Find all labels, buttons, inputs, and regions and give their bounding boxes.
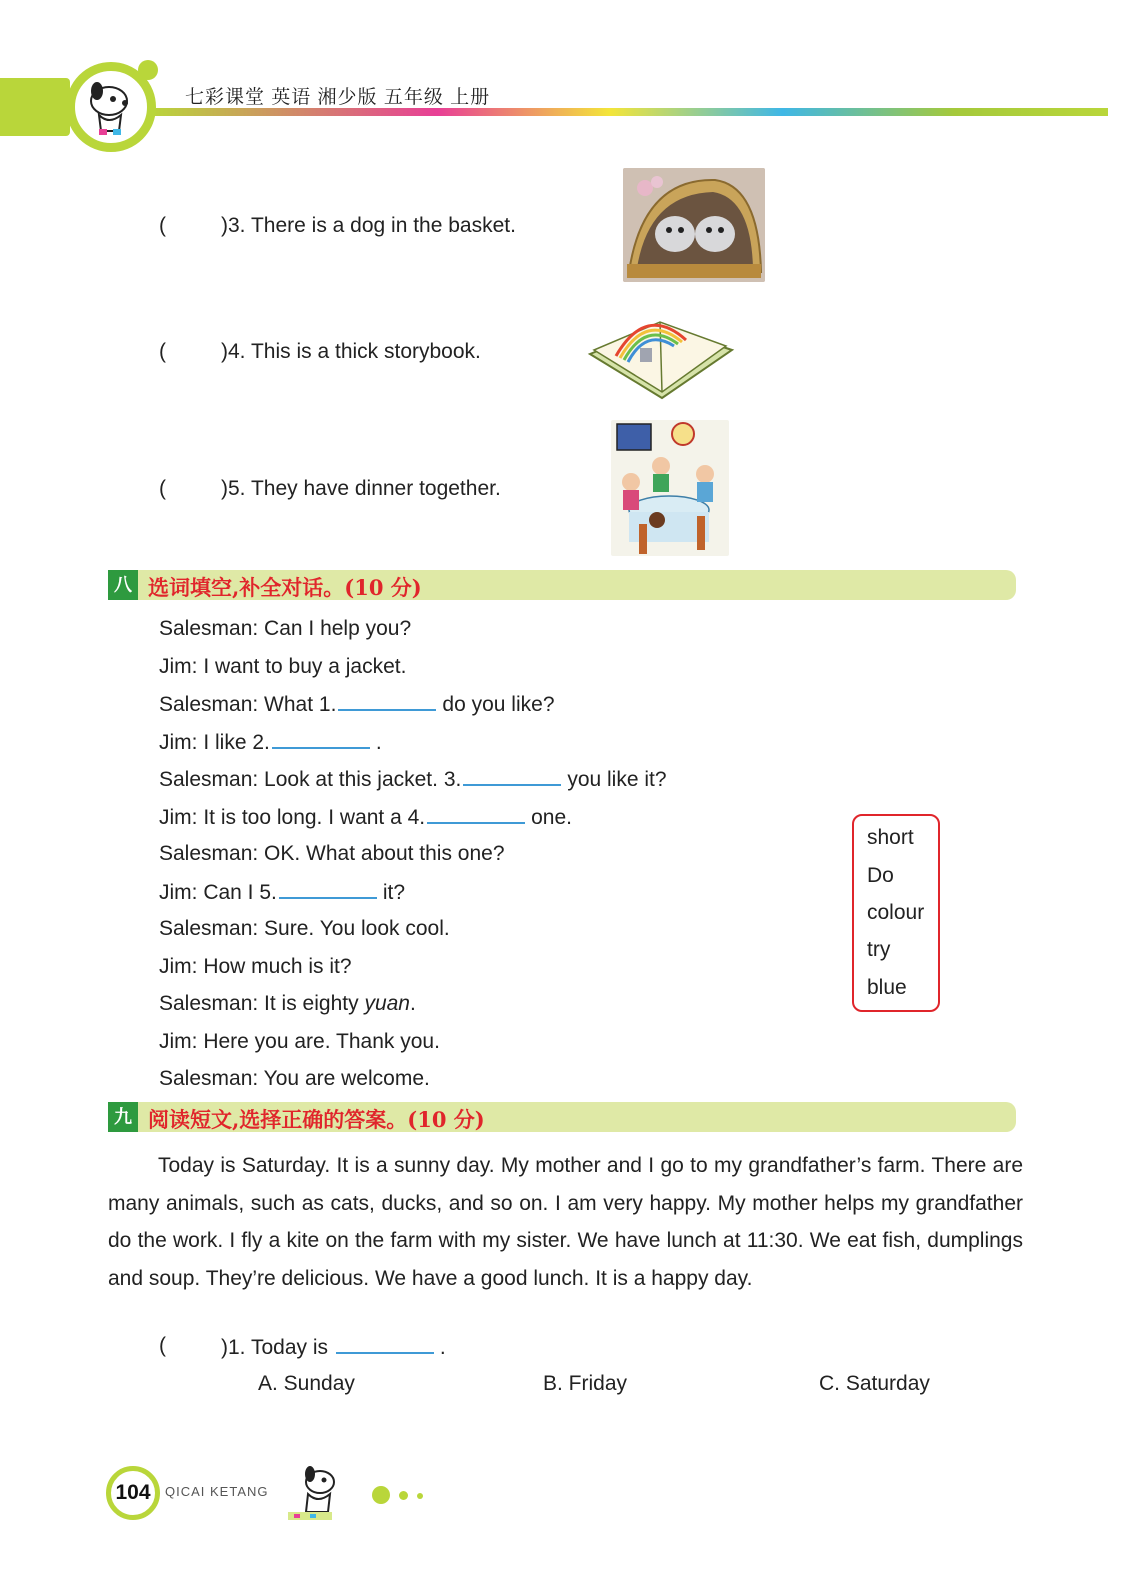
dialogue-text: Jim: It is too long. I want a 4. — [159, 805, 426, 829]
section-8-title: 选词填空,补全对话。(10 分) — [148, 575, 422, 600]
dialogue-text: Jim: I like 2. — [159, 730, 270, 754]
header-band — [0, 78, 70, 136]
dialogue-text-end: do you like? — [442, 693, 555, 716]
dialogue-text-end: . — [409, 992, 416, 1015]
dialogue-text: Salesman: Can I help you? — [159, 617, 412, 640]
dialogue-line — [159, 691, 555, 718]
dialogue-line — [159, 879, 405, 906]
dialogue-text-end: one. — [531, 805, 572, 829]
dog-mascot-icon — [75, 71, 147, 143]
question-1-end: . — [439, 1336, 446, 1359]
dialogue-text: Salesman: It is eighty — [159, 992, 359, 1015]
dialogue-text: Salesman: Look at this jacket. 3. — [159, 768, 462, 791]
section-9-header — [108, 1102, 1016, 1132]
item-4-text: )4. This is a thick storybook. — [221, 340, 481, 363]
dialogue-line — [159, 916, 450, 942]
page-number: 104 — [106, 1466, 160, 1520]
dialogue-text: Jim: I want to buy a jacket. — [159, 654, 407, 678]
reading-passage: Today is Saturday. It is a sunny day. My mother and I go to my grandfather’s farm. There are many animals, such as cats, ducks, and so on. I am very happy. My mother helps my grandfather do the work. I fly a kite on the farm with my sister. We have lunch at 11:30. We eat fish, dumplings and soup. They’re delicious. We have a good lunch. It is a happy day. — [108, 1154, 1023, 1290]
question-1-text: )1. Today is — [221, 1336, 328, 1359]
dialogue-line — [159, 729, 382, 756]
storybook-picture — [586, 296, 736, 408]
option-c[interactable]: C. Saturday — [819, 1372, 930, 1395]
dialogue-text-end: it? — [382, 880, 406, 904]
dialogue-text: Salesman: What 1. — [159, 693, 337, 716]
dialogue-line — [159, 804, 572, 831]
dialogue-line — [159, 991, 416, 1017]
item-5-text: )5. They have dinner together. — [221, 477, 501, 500]
dialogue-text: Jim: Here you are. Thank you. — [159, 1029, 440, 1053]
dialogue-line — [159, 766, 667, 793]
answer-blank[interactable] — [338, 691, 436, 711]
header-title: 七彩课堂 英语 湘少版 五年级 上册 — [185, 87, 491, 108]
dialogue-text: Jim: How much is it? — [159, 954, 352, 978]
answer-paren: ( — [159, 1334, 166, 1357]
dialogue-text: Salesman: OK. What about this one? — [159, 842, 505, 865]
question-1 — [221, 1334, 446, 1360]
word-box-item: blue — [867, 976, 907, 999]
dialogue-text: Salesman: You are welcome. — [159, 1067, 430, 1090]
word-box-item: Do — [867, 864, 894, 887]
answer-blank[interactable] — [427, 804, 525, 824]
option-b[interactable]: B. Friday — [543, 1372, 628, 1395]
section-9-badge: 九 — [108, 1102, 138, 1132]
dialogue-line — [159, 841, 505, 867]
dialogue-line — [159, 1066, 430, 1092]
dialogue-text: Jim: Can I 5. — [159, 880, 277, 904]
word-box-item: short — [867, 826, 914, 849]
dialogue-line — [159, 1029, 440, 1055]
section-8-badge: 八 — [108, 570, 138, 600]
dialogue-line — [159, 654, 406, 680]
family-dinner-picture — [611, 420, 729, 556]
header-rainbow-stripe — [150, 108, 1108, 116]
item-3-text: )3. There is a dog in the basket. — [221, 214, 516, 237]
dialogue-italic-word: yuan — [364, 992, 410, 1015]
word-box — [852, 814, 940, 1012]
footer-dot-large — [372, 1486, 390, 1504]
dialogue-text-end: you like it? — [567, 768, 667, 791]
dialogue-text: Salesman: Sure. You look cool. — [159, 917, 450, 940]
word-box-item: try — [867, 938, 891, 961]
answer-blank[interactable] — [272, 729, 370, 749]
footer-dot-medium — [399, 1491, 408, 1500]
answer-paren: ( — [159, 214, 166, 237]
option-a[interactable]: A. Sunday — [258, 1372, 355, 1395]
word-box-item: colour — [867, 901, 925, 924]
footer-brand: QICAI KETANG — [165, 1484, 269, 1499]
footer-dot-small — [417, 1493, 423, 1499]
answer-blank[interactable] — [279, 879, 377, 899]
dialogue-line — [159, 616, 411, 642]
answer-blank[interactable] — [463, 766, 561, 786]
footer-dog-mascot-icon — [280, 1464, 350, 1524]
answer-paren: ( — [159, 477, 166, 500]
answer-blank[interactable] — [336, 1334, 434, 1354]
kittens-basket-picture — [623, 168, 765, 282]
dialogue-line — [159, 954, 352, 980]
header-accent-dot — [138, 60, 158, 80]
section-9-title: 阅读短文,选择正确的答案。(10 分) — [148, 1107, 485, 1132]
section-8-header — [108, 570, 1016, 600]
answer-paren: ( — [159, 340, 166, 363]
dialogue-text-end: . — [375, 730, 382, 754]
